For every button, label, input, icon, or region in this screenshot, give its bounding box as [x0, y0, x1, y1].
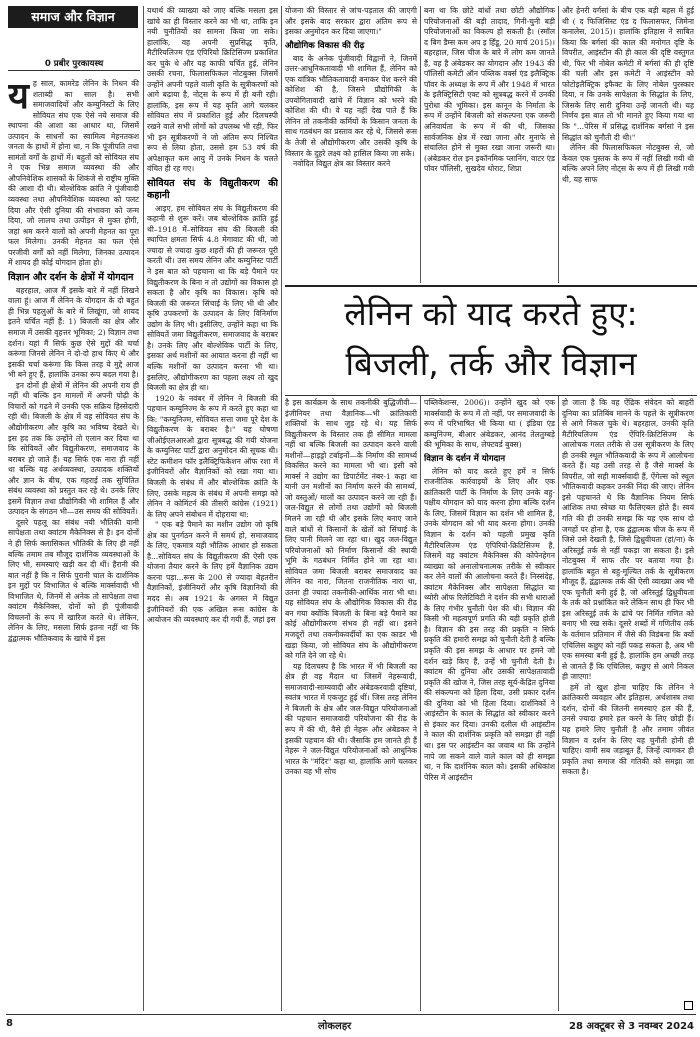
paragraph: आइए, हम सोवियत संघ के विद्युतीकरण की कहानी से शुरू करें। जब बोल्शेविक क्रांति हुई थी–1918 में–सोवियत संघ की बिजली की स्थापित क्षमता सिर्फ 4.8 मेगावाट की थी, जो ज्यादा से ज्यादा कुछ शहरों की ही जरूरत पूरी करती थी। उस समय लेनिन और कम्युनिस्ट पार्टी ने इस बात को पहचाना था कि बड़े पैमाने पर विद्युतीकरण के बिना न तो उद्योगों का विकास हो सकता है और कृषि का विकास। कृषि को बिजली की जरूरत सिंचाई के लिए भी थी और कृषि उपकरणों के उत्पादन के लिए विनिर्माण उद्योग के लिए भी। इसीलिए, उन्होंने कहा था कि सोवियतें जमा विद्युतीकरण, समाजवाद के बराबर है। उनके लिए और बोल्शेविक पार्टी के लिए, इसका अर्थ मशीनों का आयात करना ही नहीं था बल्कि मशीनों का उत्पादन करना भी था। इसलिए, औद्योगीकरण का पहला लक्ष्य तो खुद बिजली का क्षेत्र ही था। — [147, 203, 278, 393]
paragraph: दूसरे पहलू का संबंध नयी भौतिकी यानी सापेक्षता तथा क्वांटम मैकेनिक्स से है। इन दोनों ने ही सिर्फ क्लासिकल भौतिकी के लिए ही नहीं बल्कि तमाम तब मौजूद दार्शनिक व्यवस्थाओं के लिए भी, समस्याएं खड़ी कर दी थीं। हैरानी की बात नहीं है कि न सिर्फ पुरानी चाल के दार्शनिक इन मुद्दों पर विभाजित थे बल्कि मार्क्सवादी भी विभाजित थे, जिनमें से अनेक तो सापेक्षता तथा क्वांटम मैकेनिक्स, दोनों को ही पूंजीवादी विचलनों के रूप में खारिज करते थे। लेकिन, लेनिन के लिए, मसला सिर्फ इतना नहीं था कि द्वंद्वात्मक भौतिकवाद के खांचे में इस — [8, 517, 139, 643]
page-number: 8 — [6, 1018, 13, 1029]
issue-date: 28 अक्टूबर से 3 नवम्बर 2024 — [569, 1021, 694, 1032]
subheading: औद्योगिक विकास की रीढ़ — [285, 40, 365, 51]
paragraph: 1920 के नवंबर में लेनिन ने बिजली की पहचान कम्युनिज्म के रूप में करते हुए कहा था कि: "कम्युनिज्म, सोवियत सत्ता जमा पूरे देश के विद्युतीकरण के बराबर है।" यह घोषणा जीओईएलआरओ द्वारा सूत्रबद्ध की गयी योजना के कम्युनिस्ट पार्टी द्वारा अनुमोदन की सूचक थी। स्टेट कमीशन फॉर इलैक्ट्रिफिकेशन ऑफ रशा में इंजीनियरों और वैज्ञानिकों को रखा गया था। बिजली के संबंध में और बोल्शेविक क्रांति के लिए, उसके महत्व के संबंध में अपनी समझ को लेनिन ने कोमिंटर्न की तीसरी कांग्रेस (1921) के लिए अपने संबोधन में दोहराया था: — [147, 393, 278, 519]
paragraph: बना था कि छोटे बांधों तथा छोटी औद्योगिक परियोजनाओं की बड़ी तादाद, गिनी-चुनी बड़ी परियोजनाओं का विकल्प हो सकती है। (स्मॉल द बिग डैम्स कम अप इ र्हिंडू, 20 मार्च 2015)। बहरहाल, जिस चीज के बारे में लोग कम जानते हैं, वह है अंबेडकर का योगदान और 1943 की पॉलिसी कमेटी ऑन पब्लिक वर्क्स एंड इलैक्ट्रिक पॉवर के अध्यक्ष के रूप में और 1948 में भारत के इलैक्ट्रिसिटी एक्ट को सूत्रबद्ध करने में उनकी पुरोधा की भूमिका। इस कानून के निर्माता के रूप में उन्होंने बिजली को संकल्पना एक जरूरी अनिवार्यता के रूप में की थी, जिसका सार्वजनिक क्षेत्र में रखा जाना और मुनाफे से संचालित होने से मुक्त रखा जाना जरूरी था। (अंबेडकर रोल इन इकॉनमिक प्लानिंग, वाटर एंड पॉवर पॉलिसी, सुखदेव थोराट, शिप्रा — [424, 6, 555, 174]
drop-cap: य — [8, 79, 29, 117]
article-column-3 — [285, 6, 417, 281]
paragraph: बाद के अनेक पूंजीवादी विद्वानों ने, जिनमें उत्तर-आधुनिकतावादी भी शामिल हैं, लेनिन को एक यांत्रिक भौतिकतावादी बनाकर पेश करने की कोशिश की है, जिसने प्रौद्योगिकी के उपयोगितावादी खांचे में विज्ञान को भरने की कोशिश की थी। वे यह नहीं देख पाते हैं कि लेनिन तो तकनीकी कर्मियों के किसान जनता के साथ गठबंधन का प्रस्ताव कर रहे थे, जिससे रूस के तेजी से औद्योगीकरण और उसकी कृषि के विस्तार के दुहरे लक्ष्य को हासिल किया जा सके। — [285, 53, 417, 158]
footer-rule — [6, 1014, 696, 1015]
headline-line-2: बिजली, तर्क और विज्ञान — [345, 344, 637, 383]
headline — [285, 285, 697, 396]
paragraph: योजना की विस्तार से जांच-पड़ताल की जाएगी और इसके बाद सरकार द्वारा अंतिम रूप से इसका अनुमोदन कर दिया जाएगा।" — [285, 6, 417, 37]
article-column-2 — [147, 6, 278, 1010]
paragraph: पब्लिकेशन्स, 2006)। उन्होंने खुद को एक मार्क्सवादी के रूप में तो नहीं, पर समाजवादी के रूप में परिभाषित भी किया था ( इंडिया एंड कम्युनिज्म, बीआर अंबेडकर, आनंद तेलतुम्बड़े की भूमिका के साथ, लेफ्टवर्ड बुक्स) — [424, 398, 555, 450]
article-column-6 — [285, 398, 417, 1010]
paragraph: " एक बड़े पैमाने का मशीन उद्योग जो कृषि क्षेत्र का पुनर्गठन करने में समर्थ हो, समाजवाद के लिए, एकमात्र यही भौतिक आधार हो सकता है...सोवियत संघ के विद्युतीकरण की ऐसी एक योजना तैयार करने के लिए हमें वैज्ञानिक उद्यम करना पड़ा...रूस के 200 से ज्यादा बेहतरीन वैज्ञानिकों, इंजीनियरों और कृषि विज्ञानियों की मदद से। अब 1921 के अगस्त में विद्युत इंजीनियरों की एक अखिल रूस कांग्रेस के आयोजन की व्यवस्थाएं कर दी गयी हैं, जहां इस — [147, 520, 278, 625]
publication-name: लोकलहर — [318, 1021, 352, 1032]
paragraph: और हेनरी वर्गसां के बीच एक बड़ी बहस में हुई थी ( द फिजिसिस्ट एंड द फिलासफर, जिमेना कनालेस, 2015)। हालांकि इतिहास ने साबित किया कि बर्गसां की काल की मनोगत दृष्टि के विपरीत, आइंस्टीन की ही काल की दृष्टि वस्तुगत थी, फिर भी नोबेल कमेटी में बर्गसां की ही दृष्टि की चली और इस कमेटी ने आइंस्टीन को फोटोइलैक्ट्रिक इफैक्ट के लिए नोबेल पुरस्कार दिया, न कि उनके सापेक्षता के सिद्धांत के लिए, जिसके लिए सारी दुनिया उन्हें जानती थी। यह निर्णय इस बात तो भी मानते हुए किया गया था कि "...पेरिस में प्रसिद्ध दार्शनिक बर्गसां ने इस सिद्धांत को चुनौती दी थी।" — [562, 6, 694, 142]
column-divider — [558, 6, 559, 283]
paragraph: यथार्थ की व्याख्या को जाए बल्कि मसला इस खांचे का ही विस्तार करने का भी था, ताकि इन नयी चुनौतियों का सामना किया जा सके। हालांकि, वह अपनी सुप्रसिद्ध कृति, मैटीरियलिज्म एंड एंपिरियो क्रिटिसिज्म प्रकाशित कर चुके थे और यह काफी चर्चित हुई, लेनिन उसकी रचना, फिलासफिकल नोटबुक्स जिसमें उन्होंने अपनी पहले वाली कृति के सूत्रीकरणों को आगे बढ़ाया है, नोट्स के रूप में ही बनी रही। हालांकि, इस रूप में यह कृति आगे चलकर सोवियत संघ में प्रकाशित हुई और दिलचस्पी रखने वाले सभी लोगों को उपलब्ध भी रही, फिर भी इन सूत्रीकरणों ने जो अंतिम रूप निश्चित रूप से लिया होता, उससे हम 53 वर्ष की अपेक्षाकृत कम आयु में उनके निधन के चलते वंचित ही रह गए। — [147, 6, 278, 174]
paragraph: ह साल, कामरेड लेनिन के निधन की शताब्दी का साल है। सभी समाजवादियों और कम्युनिस्टों के लिए सोवियत संघ एक ऐसे नये समाज की स्थापना की आशा का आधार था, जिसमें उत्पादन के साधनों का स्वामित्व मेहनतकश जनता के हाथों में होना था, न कि पूंजीपति तथा सामंतों वर्गों के हाथों में। बहुतों को सोवियत संघ ने एक भिन्न समाज व्यवस्था की और औपनिवेशिक शासकों के शिकंजे से राष्ट्रीय मुक्ति की आशा दी थी। बोल्शेविक क्रांति ने पूंजीवादी व्यवस्था तथा औपनिवेशिक व्यवस्था को पलट दिया और ऐसी दुनिया की संभावना को जन्म दिया, जो लालच तथा उत्पीड़न से मुक्त होगी, जहां श्रम करने वालों को अपनी मेहनत का पूरा फल मिलेगा। उनकी मेहनत का फल ऐसे परजीवी वर्गों को नहीं मिलेगा, जिनका उत्पादन में शायद ही कोई योगदान होता हो। — [8, 79, 139, 268]
paragraph: इन दोनों ही क्षेत्रों में लेनिन की अपनी राय ही नहीं थी बल्कि इन मामलों में अपनी पोढ़ी के विचारों को गढ़ने में उनकी एक सक्रिय हिस्सेदारी रही थी। बिजली के क्षेत्र में वह सोवियत संघ के औद्योगीकरण और कृषि का भविष्य देखते थे। इस हद तक कि उन्होंने तो एलान कर दिया था कि सोवियतें और विद्युतीकरण, समाजवाद के बराबर हो जाते हैं। यह सिर्फ एक नारा ही नहीं था बल्कि यह अर्थव्यवस्था, उत्पादक शक्तियों और ज्ञान के बीच, एक गहराई तक सुचिंतित संबंध व्यवस्था को प्रस्तुत कर रहे थे। उनके लिए इसमें विज्ञान तथा प्रौद्योगिकी भी शामिल हैं और उत्पादन के संगठन भी—उस समय की सोवियतें। — [8, 380, 139, 517]
column-divider — [143, 6, 144, 1011]
paragraph: लेनिन की फिलासफिकल नोटबुक्स से, जो केवल एक पुस्तक के रूप में नहीं लिखी गयी थी बल्कि अपने लिए नोट्स के रूप में ही लिखी गयी थी, यह साफ — [562, 143, 694, 184]
subheading: सोवियत संघ के विद्युतीकरण की कहानी — [147, 177, 278, 201]
column-divider — [420, 6, 421, 283]
column-divider — [281, 6, 282, 1011]
column-divider — [558, 395, 559, 1011]
paragraph: हमें तो खुश होना चाहिए कि लेनिन ने क्रांतिकारी व्यवहार और इतिहास, अर्थशास्त्र तथा दर्शन, दोनों की जितनी समस्याएं हल की हैं, उनसे ज्यादा हमारे हल करने के लिए छोड़ी हैं। यह हमारे लिए चुनौती है और तमाम जीवंत विज्ञान व दर्शन के लिए यह चुनौती होनी ही चाहिए। वामी सब जड़ाबूत हैं, जिन्हें त्यागकर ही प्रकृति तथा समाज की गतिकी को समझा जा सकता है। — [562, 682, 694, 777]
article-column-4 — [424, 6, 555, 281]
paragraph: यह दिलचस्प है कि भारत में भी बिजली का क्षेत्र ही वह मैदान था जिसमें नेहरूवादी, समाजवादी-साम्यवादी और अंबेडकरवादी दृष्टियां, स्वतंत्र भारत में एकजुट हुई थीं। जिस तरह लेनिन ने बिजली के क्षेत्र और जल-विद्युत परियोजनाओं की पहचान समाजवादी परियोजना की रीढ़ के रूप में की थी, वैसे ही नेहरू और अंबेडकर ने इसकी पहचान की थी। जैसाकि हम जानते ही हैं नेहरू ने जल-विद्युत परियोजनाओं को आधुनिक भारत के "मंदिर" कहा था, हालांकि आगे चलकर उनका यह भी सोच — [285, 661, 417, 777]
section-banner: समाज और विज्ञान — [8, 6, 138, 28]
headline-line-1: लेनिन को याद करते हुए: — [344, 294, 638, 333]
article-column-7 — [424, 398, 555, 1010]
paragraph: लेनिन को याद करते हुए हमें न सिर्फ राजनीतिक कार्रवाइयों के लिए और एक क्रांतिकारी पार्टी के निर्माण के लिए उनके बहु-पक्षीय योगदान को याद करना होगा बल्कि दर्शन के लिए, जिसमें विज्ञान का दर्शन भी शामिल है, उनके योगदान को भी याद करना होगा। उनकी विज्ञान के दर्शन को पहली प्रमुख कृति मैटीरियलिज्म एंड एंपिरियो-क्रिटिसिज्म है, जिसमें वह क्वांटम मैकेनिक्स की कोपेनहेगन व्याख्या को अनालोचनात्मक तरीके से स्वीकार कर लेने वालों की आलोचना करते हैं। निस्संदेह, क्वांटम मैकेनिक्स और सापेक्षता सिद्धांत या थ्योरी ऑफ रिलेटिविटी ने दर्शन की सभी धाराओं के लिए गंभीर चुनौती पेश की थी। विज्ञान की किसी भी महत्वपूर्ण प्रगति की यही प्रकृति होती है। विज्ञान की इस तरह की प्रकृति न सिर्फ प्रकृति की हमारी समझ को चुनौती देती है बल्कि प्रकृति की इस समझ के आधार पर हमने जो दर्शन खड़े किए हैं, उन्हें भी चुनौती देती है। क्वांटम की दुनिया और उसकी सापेक्षतावादी प्रकृति की खोज ने, जिस तरह सूर्य-केंद्रित दुनिया की संकल्पना को हिला दिया, उसी प्रकार दर्शन की दुनिया को भी हिला दिया। दार्शनिकों ने आइंस्टीन के काल के सिद्धांत को स्वीकार करने से इंकार कर दिया। उनकी दलील थी आइंस्टीन ने काल की दार्शनिक प्रकृति को समझा ही नहीं था। इस पर आइंस्टीन का जवाब था कि उन्होंने नापे जा सकने वाले वाले काल को ही समझा था, न कि दार्शनिक काल को। इसकी अधिकांश पेरिस में आइंस्टीन — [424, 466, 555, 782]
subheading: विज्ञान के दर्शन में योगदान — [424, 453, 506, 464]
article-column-8 — [562, 398, 694, 1010]
article-column-1 — [8, 79, 139, 1009]
end-mark-icon — [684, 1001, 693, 1010]
byline-rule — [8, 70, 140, 71]
paragraph: नवोदित विद्युत क्षेत्र का विस्तार करने — [293, 159, 391, 169]
column-divider — [420, 395, 421, 1011]
subheading: विज्ञान और दर्शन के क्षेत्रों में योगदान — [8, 271, 134, 283]
paragraph: हो जाता है कि वह ऐंद्रिक संवेदन को बाहरी दुनिया का प्रतिबिंब मानने के पहले के सूत्रीकरण से आगे निकल चुके थे। बहरहाल, उनकी कृति मैटीरियलिज्म एंड ऐंपिरि-क्रिटिसिज्म के आलोचक गलत तरीके से उस सूत्रीकरण के लिए ही उनकी स्थूल भौतिकवादी के रूप में आलोचना करते हैं। यह उसी तरह से है जैसे मार्क्स के विपरीत, जो सही मार्क्सवादी हैं, ऐंगेल्स को स्थूल भौतिकवादी कहकर उनकी निंदा की जाए। लेनिन इसे पहचानते थे कि वैज्ञानिक नियम सिर्फ आंशिक तथा स्वेच्छ या फैलिएबल होते हैं। स्वयं गति की ही उनकी समझ कि यह एक साथ दो जगहों पर होना है, एक द्वंद्वात्मक चीज के रूप में जिसे उसे देखती है, जिसे द्विध्रुवीयता (हां/ना) के अरिस्तूई तर्क से नहीं पकड़ा जा सकता है। इसे नोटबुक्स में साफ तौर पर बताया गया है। हालांकि बहुत से बहु-मूल्यित तर्क के सूत्रीकरण मौजूद हैं, द्वंद्वात्मक तर्क की ऐसी व्याख्या अब भी एक चुनौती बनी हुई है, जो अरिस्तूई द्विध्रुवीयता के तर्क को प्रश्नांकित करे लेकिन साथ ही फिर भी इस अरिस्तूई तर्क के ढांचे पर निर्मित गणित को बनाए भी रख सके। दूसरे शब्दों में गणितीय तर्क के वर्तमान प्रतिमान में जैसे की विडंबना कि क्यों एचिलिस कछुए को नहीं पकड़ सकता है, अब भी एक समस्या बनी हुई है, हालांकि हम अच्छी तरह से जानते हैं कि एचिलिस, कछुए से आगे निकल ही जाएगा! — [562, 398, 694, 682]
byline: 0 प्रबीर पुरकायस्थ — [44, 59, 104, 69]
article-column-5 — [562, 6, 694, 281]
paragraph: है इस कार्यक्रम के साथ तकनीकी बुद्धिजीवी—इंजीनियर तथा वैज्ञानिक—भी क्रांतिकारी शक्तियों के साथ जुड़ रहे थे। यह सिर्फ विद्युतीकरण के विस्तार तक ही सीमित मामला नहीं था बल्कि बिजली का उत्पादन करने वाली मशीनों—हाइड्रो टर्बाइनों—के निर्माण की सामर्थ्य विकसित करने का मामला भी था। इसी को मार्क्स ने उद्योग का डिपार्टमेंट नंबर-1 कहा था यानी उन मशीनों का निर्माण करने की सामर्थ्य, जो वस्तुओं/ मालों का उत्पादन करने जा रही हैं। जल-विद्युत से लोगों तथा उद्योगों को बिजली मिलने जा रही थी और इसके लिए बनाए जाने वाले बांधों से किसानों के खेतों को सिंचाई के लिए पानी मिलने जा रहा था। खुद जल-विद्युत परियोजनाओं को निर्माण किसानों की स्थायी भूमि के गठबंधन निर्मित होने जा रहा था। सोवियत जमा बिजली बराबर समाजवाद का लेनिन का नारा, जितना राजनीतिक नारा था, उतना ही ज्यादा तकनीकी-आर्थिक नारा भी था। यह सोवियत संघ के औद्योगिक विकास की रीढ़ बन गया क्योंकि बिजली के बिना बड़े पैमाने का कोई औद्योगीकरण संभव ही नहीं था। इसने मजदूरों तथा तकनीकवर्दीयों का एक काडर भी खड़ा किया, जो सोवियत संघ के औद्योगीकरण को गति देने जा रहे थे। — [285, 398, 417, 661]
paragraph: बहरहाल, आज मैं इसके बारे में नहीं लिखने वाला हूं। आज मैं लेनिन के योगदान के दो बहुत ही भिन्न पहलुओं के बारे में लिखूंगा, जो शायद इतने चर्चित नहीं हैं: 1) बिजली का क्षेत्र और समाज में उसकी वृहत्तर भूमिका; 2) विज्ञान तथा दर्शन। यहां मैं सिर्फ कुछ ऐसे मुद्दों की चर्चा करूंगा जिनसे लेनिन ने दो-दो हाथ किए थे और इसकी चर्चा करूंगा कि किस तरह ये मुद्दे आज भी बने हुए हैं, हालांकि उनका रूप बदल गया है। — [8, 285, 139, 380]
